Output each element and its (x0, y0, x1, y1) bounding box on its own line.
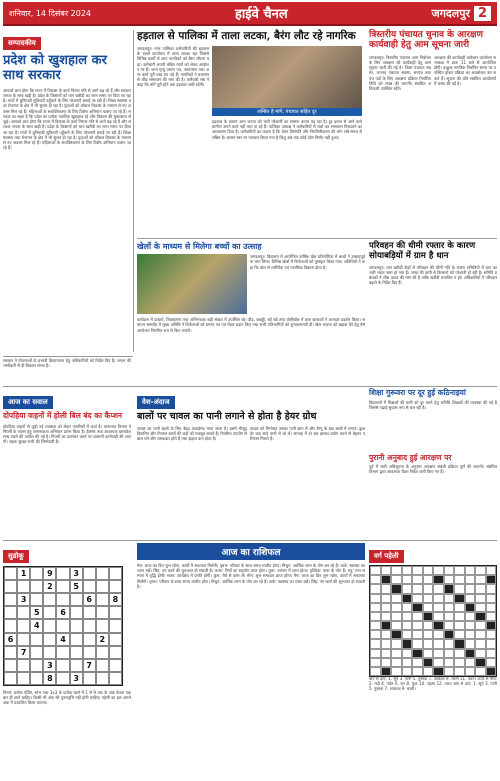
sudoku-cell: 7 (17, 646, 30, 659)
crossword-cell (370, 658, 381, 667)
crossword-cell (370, 649, 381, 658)
crossword-cell (423, 630, 434, 639)
lead-story (137, 30, 365, 235)
lead-body-col1: जगदलपुर। नगर पालिका कर्मचारियों की हड़ताल के चलते कार्यालय में ताला लटका रहा जिससे विभिन्न कार्यों से आए नागरिकों को बैरंग लौटना पड़ा। कर्मचारी अपनी लंबित मांगों को लेकर आंदोलन पर हैं। जन्म मृत्यु प्रमाण पत्र, नामांतरण तथा अन्य कार्य पूरी तरह ठप पड़े हैं। नागरिकों ने प्रशासन से शीघ्र समाधान की मांग की है। कर्मचारी संघ ने कहा कि मांगें पूरी होने तक हड़ताल जारी रहेगी। (137, 46, 209, 88)
left-lower-label: आज का सवाल (3, 396, 53, 409)
crossword-cell (423, 658, 434, 667)
crossword-cell (381, 575, 392, 584)
crossword-cell (444, 658, 455, 667)
crossword-cell (486, 594, 497, 603)
sudoku-cell (43, 646, 56, 659)
crossword-cell (454, 649, 465, 658)
crossword-cell (381, 639, 392, 648)
crossword-cell (433, 575, 444, 584)
sudoku-cell: 1 (17, 567, 30, 580)
crossword-cell (391, 584, 402, 593)
crossword-cell (486, 603, 497, 612)
sudoku-cell (17, 606, 30, 619)
lead-body-col2: हड़ताल के कारण आम जनता को भारी परेशानी का सामना करना पड़ रहा है। दूर दराज से आने वाले ग्रामीण अपने कार्य नहीं करा पा रहे हैं। पालिका अध्यक्ष ने कर्मचारियों से चर्चा कर समाधान निकालने का आश्वासन दिया है। कर्मचारियों का कहना है कि वेतन विसंगति और नियमितीकरण की मांग लंबे समय से लंबित है। शासन स्तर पर पत्राचार किया गया है किंतु अब तक कोई ठोस निर्णय नहीं हुआ। (212, 119, 362, 140)
crossword-cell (433, 621, 444, 630)
crossword-cell (402, 584, 413, 593)
crossword-cell (465, 594, 476, 603)
crossword-cell (444, 667, 455, 676)
sudoku-cell (83, 633, 96, 646)
sudoku-cell (30, 633, 43, 646)
crossword-cell (370, 566, 381, 575)
crossword-cell (433, 566, 444, 575)
sudoku-cell (109, 567, 122, 580)
sudoku-cell (17, 659, 30, 672)
crossword-cell (370, 612, 381, 621)
crossword-cell (412, 575, 423, 584)
crossword-cell (412, 594, 423, 603)
crossword-cell (475, 667, 486, 676)
crossword-cell (444, 584, 455, 593)
crossword-cell (391, 566, 402, 575)
crossword-clues-text: बाएं से दाएं: 1. सूर्य 3. पानी 5. पुस्तक 7. आकाश 9. धरती 11. पवन। ऊपर से नीचे: 2. नदी 4. पर्वत 6. वन 8. फूल 10. चंद्रमा 12. तारा। बाएं से दाएं: 1. सूर्य 3. पानी 5. पुस्तक 7. आकाश 9. धरती। (369, 676, 497, 692)
sudoku-cell: 4 (56, 633, 69, 646)
sudoku-cell (83, 619, 96, 632)
edition-city: जगदलपुर (431, 6, 470, 20)
sudoku-cell (96, 646, 109, 659)
crossword-cell (486, 630, 497, 639)
sudoku-cell (30, 646, 43, 659)
panchayat-body-col1: जगदलपुर। त्रिस्तरीय पंचायत आम निर्वाचन के लिए आरक्षण की कार्यवाही हेतु आम सूचना जारी की गई है। जिला पंचायत सदस्य, जनपद पंचायत सदस्य, सरपंच तथा पंच पदों के लिए आरक्षण प्रक्रिया निर्धारित तिथि को संपन्न की जाएगी। संबंधित अधिकारी उपस्थित रहेंगे। (369, 54, 431, 91)
crossword-cell (370, 603, 381, 612)
crossword-cell (465, 658, 476, 667)
crossword-cell (412, 621, 423, 630)
crossword-cell (475, 649, 486, 658)
crossword-cell (412, 566, 423, 575)
crossword-cell (381, 584, 392, 593)
crossword-cell (412, 639, 423, 648)
crossword-cell (391, 621, 402, 630)
sudoku-label: सुडोकू (3, 550, 29, 563)
crossword-cell (444, 612, 455, 621)
sudoku-cell (56, 672, 69, 685)
sudoku-cell (96, 567, 109, 580)
sudoku-cell: 3 (43, 659, 56, 672)
hair-body-col2: चावल को भिगोकर उसका पानी छान लें और शैम्पू के बाद बालों में लगाएं। कुछ देर बाद सादे पानी से धो लें। सप्ताह में दो बार इसका प्रयोग करने से बेहतर परिणाम मिलते हैं। (250, 425, 365, 442)
crossword-cell (412, 584, 423, 593)
rashifal-label: आज का राशिफल (137, 543, 365, 560)
crossword-cell (381, 566, 392, 575)
sudoku-cell (17, 672, 30, 685)
row-divider-mid (3, 386, 497, 387)
crossword-cell (454, 667, 465, 676)
crossword-cell (444, 639, 455, 648)
paper-brand: हाईवे चैनल (234, 7, 288, 22)
sudoku-cell: 3 (70, 672, 83, 685)
sudoku-cell (56, 646, 69, 659)
crossword-cell (465, 649, 476, 658)
sudoku-cell (70, 633, 83, 646)
sudoku-cell (4, 567, 17, 580)
crossword-cell (423, 667, 434, 676)
sudoku-cell (43, 619, 56, 632)
crossword-cell (402, 566, 413, 575)
hair-title: बालों पर चावल का पानी लगाने से होता है हेयर ग्रोथ (137, 411, 317, 422)
crossword-cell (465, 621, 476, 630)
sports-story (137, 242, 365, 382)
crossword-cell (486, 667, 497, 676)
crossword-cell (423, 639, 434, 648)
crossword-cell (454, 621, 465, 630)
sudoku-cell (83, 606, 96, 619)
crossword-cell (423, 649, 434, 658)
sudoku-section (3, 543, 131, 779)
sudoku-cell (4, 580, 17, 593)
crossword-cell (370, 594, 381, 603)
crossword-cell (475, 594, 486, 603)
crossword-cell (433, 584, 444, 593)
crossword-cell (381, 658, 392, 667)
row-divider-left (3, 356, 133, 357)
crossword-cell (465, 584, 476, 593)
sudoku-cell (4, 593, 17, 606)
crossword-cell (391, 630, 402, 639)
crossword-section (369, 543, 497, 673)
crossword-cell (391, 575, 402, 584)
sudoku-cell: 7 (83, 659, 96, 672)
sports-intro: जगदलपुर। विद्यालय में आयोजित वार्षिक खेल प्रतियोगिता में बच्चों ने उत्साहपूर्वक भाग लिया। विभिन्न खेलों में विजेताओं को पुरस्कृत किया गया। अतिथियों ने कहा कि खेल से शारीरिक एवं मानसिक विकास होता है। (250, 254, 365, 270)
crossword-cell (444, 649, 455, 658)
crossword-cell (423, 575, 434, 584)
masthead (3, 2, 497, 26)
sudoku-cell (56, 659, 69, 672)
lead-photo (212, 46, 362, 116)
editorial-label: सम्पादकीय (3, 37, 41, 50)
crossword-cell (423, 594, 434, 603)
crossword-cell (412, 649, 423, 658)
crossword-cell (391, 594, 402, 603)
crossword-cell (370, 639, 381, 648)
crossword-cell (433, 667, 444, 676)
crossword-cell (381, 594, 392, 603)
crossword-cell (454, 603, 465, 612)
guruvar-title: शिक्षा गुरूवरा पर दूर हुई कठिनाइयां (369, 388, 466, 397)
crossword-cell (370, 584, 381, 593)
crossword-cell (423, 566, 434, 575)
transport-title: परिवहन की धीमी रफ्तार के कारण सोयाबड़ियों में ग्राम है धान (369, 241, 476, 261)
panchayat-title: त्रिस्तरीय पंचायत चुनाव के आरक्षण कार्यवाही हेतु आम सूचना जारी (369, 30, 483, 51)
rashifal-body: मेष: आज का दिन शुभ रहेगा, कार्यों में सफलता मिलेगी। वृषभ: परिवार के साथ समय व्यतीत होगा। मिथुन: आर्थिक लाभ के योग बन रहे हैं। कर्क: स्वास्थ्य का ध्यान रखें। सिंह: नए कार्य की शुरुआत हो सकती है। कन्या: मित्रों का सहयोग प्राप्त होगा। तुला: व्यापार में लाभ होगा। वृश्चिक: यात्रा के योग हैं। धनु: मान सम्मान में वृद्धि होगी। मकर: कार्यक्षेत्र में प्रगति होगी। कुंभ: धैर्य से काम लें। मीन: शुभ समाचार प्राप्त होगा। मेष: आज का दिन शुभ रहेगा, कार्यों में सफलता मिलेगी। वृषभ: परिवार के साथ समय व्यतीत होगा। मिथुन: आर्थिक लाभ के योग बन रहे हैं। कर्क: स्वास्थ्य का ध्यान रखें। सिंह: नए कार्य की शुरुआत हो सकती है। (137, 563, 365, 589)
sudoku-cell: 4 (30, 619, 43, 632)
sudoku-cell: 6 (83, 593, 96, 606)
left-lower-story (3, 389, 131, 537)
crossword-cell (391, 667, 402, 676)
sudoku-cell (4, 619, 17, 632)
sudoku-cell (83, 672, 96, 685)
crossword-cell (486, 566, 497, 575)
sudoku-cell (70, 646, 83, 659)
crossword-cell (475, 630, 486, 639)
crossword-cell (402, 630, 413, 639)
sudoku-cell (96, 593, 109, 606)
sudoku-cell: 6 (56, 606, 69, 619)
crossword-cell (454, 566, 465, 575)
column-divider (133, 30, 134, 352)
crossword-cell (370, 667, 381, 676)
crossword-cell (454, 612, 465, 621)
crossword-cell (475, 566, 486, 575)
crossword-cell (486, 612, 497, 621)
sudoku-cell (83, 580, 96, 593)
crossword-cell (454, 658, 465, 667)
sudoku-cell (96, 606, 109, 619)
crossword-cell (454, 584, 465, 593)
sudoku-cell (56, 619, 69, 632)
crossword-cell (444, 566, 455, 575)
crossword-cell (465, 639, 476, 648)
crossword-cell (465, 612, 476, 621)
row-divider (137, 238, 497, 239)
sudoku-cell (109, 646, 122, 659)
pubic-body: पूर्व में जारी अधिसूचना के अनुसार आरक्षण संबंधी प्रक्रिया पूर्ण की जाएगी। संबंधित विभाग द्वारा आवश्यक दिशा निर्देश जारी किए गए हैं। (369, 464, 497, 475)
sudoku-cell (109, 633, 122, 646)
sudoku-cell (30, 593, 43, 606)
crossword-cell (412, 603, 423, 612)
lead-photo-caption: लम्बित है मांगें, पंचायत सहित दूर (212, 108, 362, 116)
hair-label: वेश-अंदाज (137, 396, 175, 409)
sudoku-cell (4, 646, 17, 659)
sudoku-cell (30, 580, 43, 593)
crossword-cell (402, 603, 413, 612)
crossword-cell (412, 658, 423, 667)
crossword-cell (412, 612, 423, 621)
crossword-cell (412, 630, 423, 639)
sudoku-cell (4, 606, 17, 619)
crossword-cell (412, 667, 423, 676)
sudoku-cell (109, 619, 122, 632)
sudoku-cell (43, 606, 56, 619)
crossword-cell (370, 630, 381, 639)
crossword-cell (423, 621, 434, 630)
hair-body-col1: चावल का पानी बालों के लिए बेहद फायदेमंद माना जाता है। इसमें मौजूद विटामिन और मिनरल बालों की जड़ों को मजबूत बनाते हैं। नियमित उपयोग से बाल घने और चमकदार होते हैं तथा झड़ना कम होता है। (137, 425, 247, 442)
crossword-cell (423, 612, 434, 621)
sudoku-cell (109, 580, 122, 593)
crossword-cell (454, 639, 465, 648)
crossword-cell (402, 621, 413, 630)
crossword-cell (444, 594, 455, 603)
sudoku-cell (70, 606, 83, 619)
page-number: 2 (474, 6, 491, 21)
panchayat-body-col2: आरक्षण की कार्यवाही कलेक्टर कार्यालय सभाकक्ष में प्रातः 11 बजे से आयोजित होगी। इच्छुक नागरिक निर्धारित समय पर उपस्थित होकर प्रक्रिया का अवलोकन कर सकते हैं। सूचना की प्रति संबंधित कार्यालयों में चस्पा की गई है। (434, 54, 496, 86)
sudoku-cell (109, 606, 122, 619)
sudoku-cell: 5 (30, 606, 43, 619)
sudoku-cell (70, 593, 83, 606)
guruvar-body: विद्यालयों में शिक्षकों की कमी को दूर करने हेतु अतिथि शिक्षकों की व्यवस्था की गई है जिससे पढ़ाई सुचारू रूप से चल रही है। (369, 399, 497, 410)
crossword-clues (369, 676, 497, 779)
crossword-cell (370, 621, 381, 630)
sudoku-rules: नियम: प्रत्येक पंक्ति, स्तंभ तथा 3x3 के प्रत्येक खाने में 1 से 9 तक के अंक केवल एक बार ही आने चाहिए। किसी भी अंक की पुनरावृत्ति नहीं होनी चाहिए। पहेली का हल अगले अंक में प्रकाशित किया जाएगा। (3, 690, 131, 706)
crossword-grid (369, 565, 497, 677)
crossword-cell (433, 649, 444, 658)
crossword-label: वर्ग पहेली (369, 550, 404, 563)
crossword-cell (444, 603, 455, 612)
crossword-cell (454, 575, 465, 584)
sudoku-cell: 8 (43, 672, 56, 685)
crossword-cell (486, 649, 497, 658)
sudoku-cell (96, 580, 109, 593)
sudoku-cell (96, 619, 109, 632)
crossword-cell (475, 603, 486, 612)
editorial-continuation-text: सरकार ने योजनाओं के प्रभावी क्रियान्वयन हेतु अधिकारियों को निर्देश दिए हैं। जनता की भागीदारी से ही विकास संभव है। (3, 358, 131, 369)
sudoku-cell (109, 672, 122, 685)
sudoku-cell (17, 633, 30, 646)
crossword-cell (381, 649, 392, 658)
sudoku-cell (4, 659, 17, 672)
sudoku-cell: 9 (43, 567, 56, 580)
crossword-cell (381, 621, 392, 630)
transport-body: जगदलपुर। धान खरीदी केंद्रों से परिवहन की धीमी गति के कारण समितियों में धान का भारी भंडार जमा हो गया है। जगह की कमी से किसानों को परेशानी हो रही है। समिति प्रबंधकों ने शीघ्र उठाव की मांग की है ताकि खरीदी प्रभावित न हो। अधिकारियों ने परिवहन बढ़ाने के निर्देश दिए हैं। (369, 264, 497, 286)
sudoku-cell (96, 672, 109, 685)
sudoku-cell (30, 659, 43, 672)
crossword-cell (391, 639, 402, 648)
panchayat-notice (369, 30, 497, 235)
sudoku-cell (109, 659, 122, 672)
crossword-cell (381, 630, 392, 639)
crossword-cell (433, 594, 444, 603)
sudoku-cell (30, 672, 43, 685)
crossword-cell (391, 603, 402, 612)
sudoku-cell: 5 (70, 580, 83, 593)
lead-title: हड़ताल से पालिका में ताला लटका, बैरंग लौट रहे नागरिक (137, 30, 356, 42)
crossword-cell (475, 621, 486, 630)
crossword-cell (433, 630, 444, 639)
hair-story (137, 389, 365, 537)
sudoku-cell (4, 672, 17, 685)
crossword-cell (444, 575, 455, 584)
sudoku-cell (17, 619, 30, 632)
crossword-cell (465, 603, 476, 612)
crossword-cell (486, 658, 497, 667)
crossword-cell (370, 575, 381, 584)
crossword-cell (391, 649, 402, 658)
crossword-cell (465, 566, 476, 575)
crossword-cell (402, 612, 413, 621)
sudoku-cell (56, 580, 69, 593)
crossword-cell (391, 612, 402, 621)
sudoku-cell: 2 (96, 633, 109, 646)
sudoku-cell (56, 567, 69, 580)
crossword-cell (433, 658, 444, 667)
sports-title: खेलों के माध्यम से मिलेगा बच्चों का उत्साह (137, 241, 262, 251)
crossword-cell (402, 639, 413, 648)
right-lower-stories (369, 389, 497, 537)
issue-date: शनिवार, 14 दिसंबर 2024 (9, 8, 92, 18)
sudoku-cell: 3 (17, 593, 30, 606)
crossword-cell (465, 575, 476, 584)
crossword-cell (381, 603, 392, 612)
crossword-cell (381, 612, 392, 621)
sudoku-cell: 8 (109, 593, 122, 606)
crossword-cell (402, 649, 413, 658)
pubic-title: पुरानी अनुबाद हुई आरक्षण पर (369, 452, 452, 462)
sudoku-cell: 3 (70, 567, 83, 580)
crossword-cell (391, 658, 402, 667)
crossword-cell (465, 667, 476, 676)
crossword-cell (423, 584, 434, 593)
crossword-cell (486, 584, 497, 593)
sudoku-cell (56, 593, 69, 606)
left-lower-body: दोपहिया वाहनों से जुड़ी नई व्यवस्था को लेकर नागरिकों में चर्चा है। यातायात विभाग ने नियमों के पालन हेतु जागरूकता अभियान प्रारंभ किया है। हेलमेट तथा आवश्यक दस्तावेज साथ रखने की अपील की गई है। नियमों का उल्लंघन करने पर चालानी कार्यवाही की जाएगी। सड़क सुरक्षा सभी की जिम्मेदारी है। (3, 423, 131, 445)
crossword-cell (486, 621, 497, 630)
sports-photo (137, 254, 247, 314)
sudoku-cell (70, 659, 83, 672)
crossword-cell (402, 594, 413, 603)
crossword-cell (423, 603, 434, 612)
crossword-cell (402, 658, 413, 667)
crossword-cell (475, 584, 486, 593)
sudoku-cell: 6 (4, 633, 17, 646)
crossword-cell (475, 612, 486, 621)
sudoku-cell (96, 659, 109, 672)
editorial-section (3, 30, 131, 352)
sudoku-grid (3, 566, 123, 686)
sudoku-cell (43, 593, 56, 606)
crossword-cell (433, 603, 444, 612)
crossword-cell (433, 612, 444, 621)
sudoku-cell (70, 619, 83, 632)
editorial-continuation (3, 358, 131, 382)
crossword-cell (454, 630, 465, 639)
crossword-cell (402, 575, 413, 584)
crossword-cell (433, 639, 444, 648)
left-lower-title: दोपहिया वाहनों में होली बिल बंद का कैप्शन (3, 411, 123, 420)
crossword-cell (486, 575, 497, 584)
sudoku-cell (17, 580, 30, 593)
transport-story (369, 242, 497, 382)
crossword-cell (444, 621, 455, 630)
crossword-cell (381, 667, 392, 676)
editorial-title: प्रदेश को खुशहाल कर साथ सरकार (3, 53, 107, 83)
sudoku-cell (30, 567, 43, 580)
crossword-cell (402, 667, 413, 676)
crossword-cell (454, 594, 465, 603)
row-divider-lower (3, 540, 497, 541)
crossword-cell (444, 630, 455, 639)
editorial-body: आपको ज्ञात होगा कि राज्य में विकास के कार्य निरंतर गति से आगे बढ़ रहे हैं और सरकार जनता के साथ खड़ी है। प्रदेश के किसानों को धान खरीदी का लाभ समय पर दिया जा रहा है। गांवों में बुनियादी सुविधाएँ पहुँचाने के लिए योजनाएँ बनाई जा रही हैं। शिक्षा स्वास्थ्य तथा रोजगार के क्षेत्र में भी सुधार हो रहा है। युवाओं को कौशल विकास के माध्यम से नए अवसर मिल रहे हैं। महिलाओं के सशक्तिकरण के लिए विशेष अभियान चलाए जा रहे हैं। सरकार का लक्ष्य है कि प्रदेश का प्रत्येक नागरिक खुशहाल रहे और विकास की मुख्यधारा से जुड़े। आपको ज्ञात होगा कि राज्य में विकास के कार्य निरंतर गति से आगे बढ़ रहे हैं और सरकार जनता के साथ खड़ी है। प्रदेश के किसानों को धान खरीदी का लाभ समय पर दिया जा रहा है। गांवों में बुनियादी सुविधाएँ पहुँचाने के लिए योजनाएँ बनाई जा रही हैं। शिक्षा स्वास्थ्य तथा रोजगार के क्षेत्र में भी सुधार हो रहा है। युवाओं को कौशल विकास के माध्यम से नए अवसर मिल रहे हैं। महिलाओं के सशक्तिकरण के लिए विशेष अभियान चलाए जा रहे हैं। (3, 87, 131, 151)
crossword-cell (475, 639, 486, 648)
sudoku-cell (83, 567, 96, 580)
crossword-cell (475, 575, 486, 584)
sudoku-cell (83, 646, 96, 659)
rashifal-section (137, 543, 365, 779)
crossword-cell (486, 639, 497, 648)
crossword-cell (475, 658, 486, 667)
sports-body: कार्यक्रम में प्राचार्य, शिक्षकगण तथा अभिभावक बड़ी संख्या में उपस्थित रहे। दौड़, कबड्डी, खो खो तथा वॉलीबॉल में छात्र छात्राओं ने शानदार प्रदर्शन किया। समापन समारोह में मुख्य अतिथि ने विजेताओं को प्रमाण पत्र एवं मेडल प्रदान किए तथा सभी प्रतिभागियों को शुभकामनाएँ दीं। खेल भावना को बढ़ावा देने हेतु ऐसे आयोजन नियमित रूप से किए जाएंगे। (137, 317, 365, 333)
sudoku-cell (43, 633, 56, 646)
crossword-cell (465, 630, 476, 639)
sudoku-cell: 2 (43, 580, 56, 593)
